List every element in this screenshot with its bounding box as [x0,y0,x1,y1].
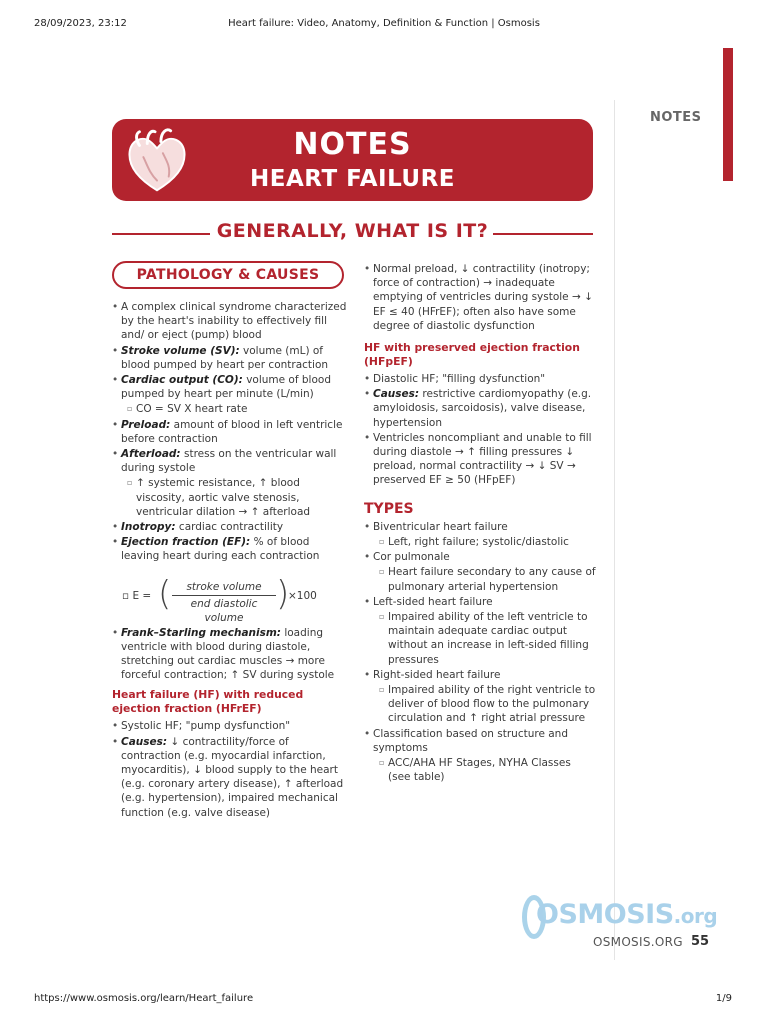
right-column [364,262,596,786]
list-item: • Stroke volume (SV): volume (mL) of blood pumped by heart per contraction [112,344,348,372]
left-column [112,300,348,821]
list-item: • Cor pulmonale [364,550,596,564]
print-url: https://www.osmosis.org/learn/Heart_failure [34,993,254,1004]
formula-paren-left: ( [158,573,172,614]
sub-list-item: ▫ Impaired ability of the right ventricle to deliver of blood flow to the pulmonary circulation and ↑ right atrial pressure [364,683,596,726]
formula-numerator: stroke volume [186,580,262,593]
list-item: • Diastolic HF; "filling dysfunction" [364,372,596,386]
sidebar-tab-marker [723,48,733,181]
print-date: 28/09/2023, 23:12 [34,18,127,29]
hfpef-heading: HF with preserved ejection fraction (HFpEF) [364,341,580,369]
list-item: • A complex clinical syndrome characterized by the heart's inability to effectively fill and/ or eject (pump) blood [112,300,348,343]
sidebar-divider [614,100,615,960]
list-item: • Preload: amount of blood in left ventricle before contraction [112,418,348,446]
list-item: • Systolic HF; "pump dysfunction" [112,719,348,733]
section-title [112,220,593,248]
list-item: • Ejection fraction (EF): % of blood leaving heart during each contraction [112,535,348,563]
formula-denominator: end diastolic volume [190,597,258,624]
list-item: • Cardiac output (CO): volume of blood pumped by heart per minute (L/min) [112,373,348,401]
list-item: • Classification based on structure and symptoms [364,727,596,755]
notes-banner [112,119,593,201]
formula-paren-right: ) [276,573,290,614]
pathology-causes-heading: PATHOLOGY & CAUSES [112,261,344,289]
banner-title: NOTES [293,127,412,162]
list-item: • Normal preload, ↓ contractility (inotropy; force of contraction) → inadequate emptying of ventricles during systole → ↓ EF ≤ 40 (HFrEF); often also have some degree of diastolic dysfunction [364,262,596,333]
list-item: • Frank–Starling mechanism: loading ventricle with blood during diastole, stretching out cardiac muscles → more forceful contraction; ↑ SV during systole [112,626,348,683]
sub-list-item: ▫ CO = SV X heart rate [112,402,348,416]
formula-lhs: ▫ E = [122,589,152,602]
banner-subtitle: HEART FAILURE [250,166,455,192]
sub-list-item: ▫ Heart failure secondary to any cause of pulmonary arterial hypertension [364,565,596,593]
list-item: • Inotropy: cardiac contractility [112,520,348,534]
section-title-text: GENERALLY, WHAT IS IT? [216,220,489,242]
hfref-heading: Heart failure (HF) with reduced ejection fraction (HFrEF) [112,688,304,716]
list-item: • Left-sided heart failure [364,595,596,609]
types-heading: TYPES [364,500,414,517]
footer-page-number: 55 [691,934,710,949]
list-item: • Afterload: stress on the ventricular wall during systole [112,447,348,475]
formula-multiplier: ×100 [288,589,317,602]
sub-list-item: ▫ Left, right failure; systolic/diastolic [364,535,596,549]
list-item: • Causes: ↓ contractility/force of contraction (e.g. myocardial infarction, myocarditis), ↓ blood supply to the heart (e.g. coronary artery disease), ↑ afterload (e.g. hypertension), impaired mechanical function (e.g. valve disease) [112,735,348,820]
footer-site: OSMOSIS.ORG [593,935,683,949]
sub-list-item: ▫ ACC/AHA HF Stages, NYHA Classes (see table) [364,756,596,784]
ejection-fraction-formula [112,573,348,624]
print-page-count: 1/9 [715,993,732,1004]
sidebar-notes-label: NOTES [650,110,702,125]
print-title: Heart failure: Video, Anatomy, Definition & Function | Osmosis [228,18,540,29]
list-item: • Right-sided heart failure [364,668,596,682]
sub-list-item: ▫ ↑ systemic resistance, ↑ blood viscosity, aortic valve stenosis, ventricular dilation → ↑ afterload [112,476,348,519]
list-item: • Causes: restrictive cardiomyopathy (e.g. amyloidosis, sarcoidosis), valve disease, hypertension [364,387,596,430]
list-item: • Biventricular heart failure [364,520,596,534]
logo-wordmark: OSMOSIS.org [536,899,718,930]
list-item: • Ventricles noncompliant and unable to fill during diastole → ↑ filling pressures ↓ preload, normal contractility → ↓ SV → preserved EF ≥ 50 (HFpEF) [364,431,596,488]
formula-fraction-bar [172,595,276,596]
sub-list-item: ▫ Impaired ability of the left ventricle to maintain adequate cardiac output without an increase in left-sided filling pressures [364,610,596,667]
